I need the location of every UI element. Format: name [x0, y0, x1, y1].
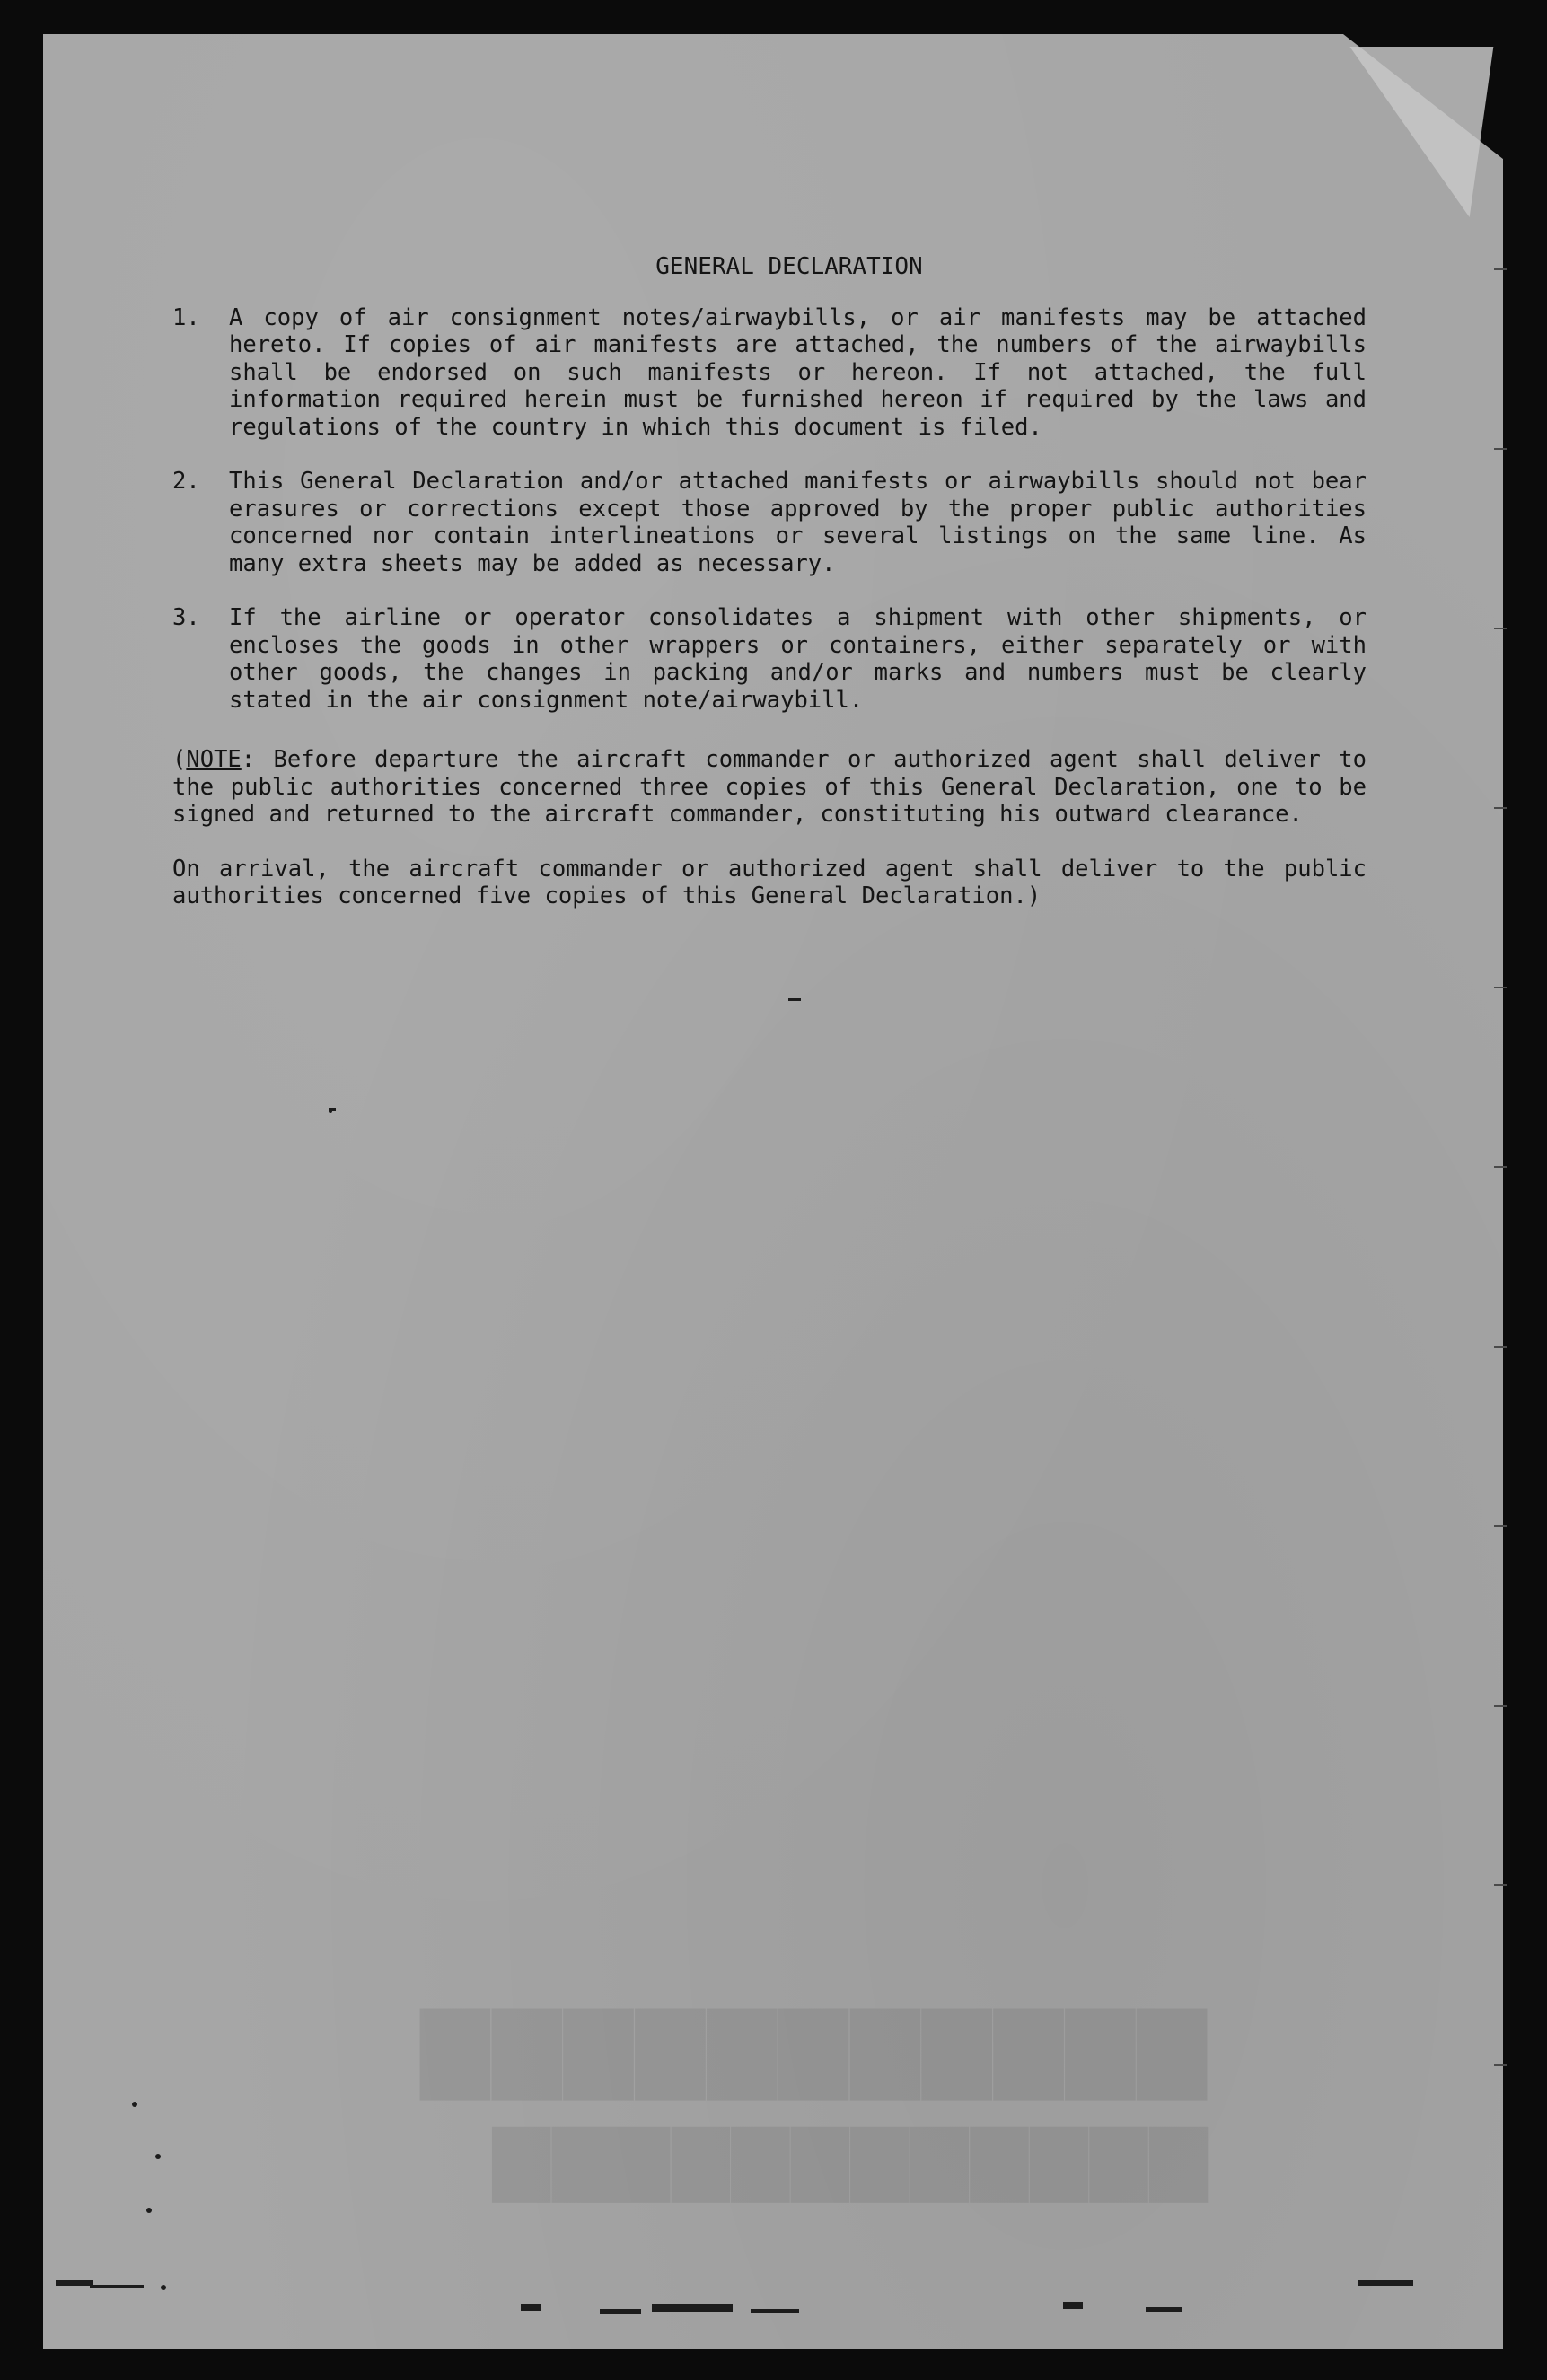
note-text: Before departure the aircraft commander or authorized agent shall deliver to the public authorities concerned three copies of this General Declaration, one to be signed and returned to the aircraft commander, constituting his outward clearance. — [172, 746, 1367, 828]
speck — [652, 2304, 733, 2312]
speck — [751, 2309, 799, 2313]
speck — [521, 2304, 541, 2311]
item-number: 2. — [172, 468, 200, 495]
item-number: 3. — [172, 604, 200, 631]
item-text: A copy of air consignment notes/airwaybills, or air manifests may be attached hereto. If copies of air manifests are attached, the numbers of the airwaybills shall be endorsed on such manifests or hereon. If not attached, the full information required herein must be furnished hereon if required by the laws and regulations of the country in which this document is filed. — [229, 303, 1367, 441]
speck — [1358, 2280, 1413, 2286]
declaration-item — [172, 304, 1367, 442]
declaration-item — [172, 604, 1367, 714]
item-number: 1. — [172, 303, 200, 331]
declaration-item — [172, 468, 1367, 577]
note-paragraph — [172, 746, 1367, 829]
speck — [161, 2285, 166, 2290]
speck — [155, 2154, 161, 2159]
speck-group — [56, 998, 1413, 2314]
item-text: This General Declaration and/or attached manifests or airwaybills should not bear erasures or corrections except those approved by the proper public authorities concerned nor contain interlineations or several listings on the same line. As many extra sheets may be added as necessary. — [229, 468, 1367, 577]
speck — [90, 2285, 144, 2288]
speck — [329, 1108, 336, 1111]
edge-ticks — [1494, 269, 1507, 2065]
speck — [132, 2102, 137, 2107]
speck — [56, 2280, 93, 2286]
bleed-through-marks: ▇▇▇▇▇▇▇▇▇▇▇ — [422, 2013, 1211, 2109]
arrival-paragraph: On arrival, the aircraft commander or authorized agent shall deliver to the public authorities concerned five copies of this General Declaration.) — [172, 855, 1367, 909]
document-body — [172, 242, 1367, 910]
document-title: GENERAL DECLARATION — [655, 253, 923, 280]
note-label: NOTE — [186, 746, 242, 773]
speck — [600, 2309, 641, 2314]
note-colon: : — [241, 746, 256, 773]
speck — [1063, 2302, 1083, 2309]
speck — [788, 998, 801, 1001]
speck — [1146, 2307, 1182, 2312]
item-text: If the airline or operator consolidates a shipment with other shipments, or encloses the goods in other wrappers or containers, either separately or with other goods, the changes in packing and/or marks and numbers must be clearly stated in the air consignment note/airwaybill. — [229, 604, 1367, 714]
bleed-through-marks-lower: ▇▇▇▇▇▇▇▇▇▇▇▇ — [494, 2130, 1211, 2209]
speck — [146, 2208, 152, 2213]
note-open-paren: ( — [172, 746, 187, 773]
